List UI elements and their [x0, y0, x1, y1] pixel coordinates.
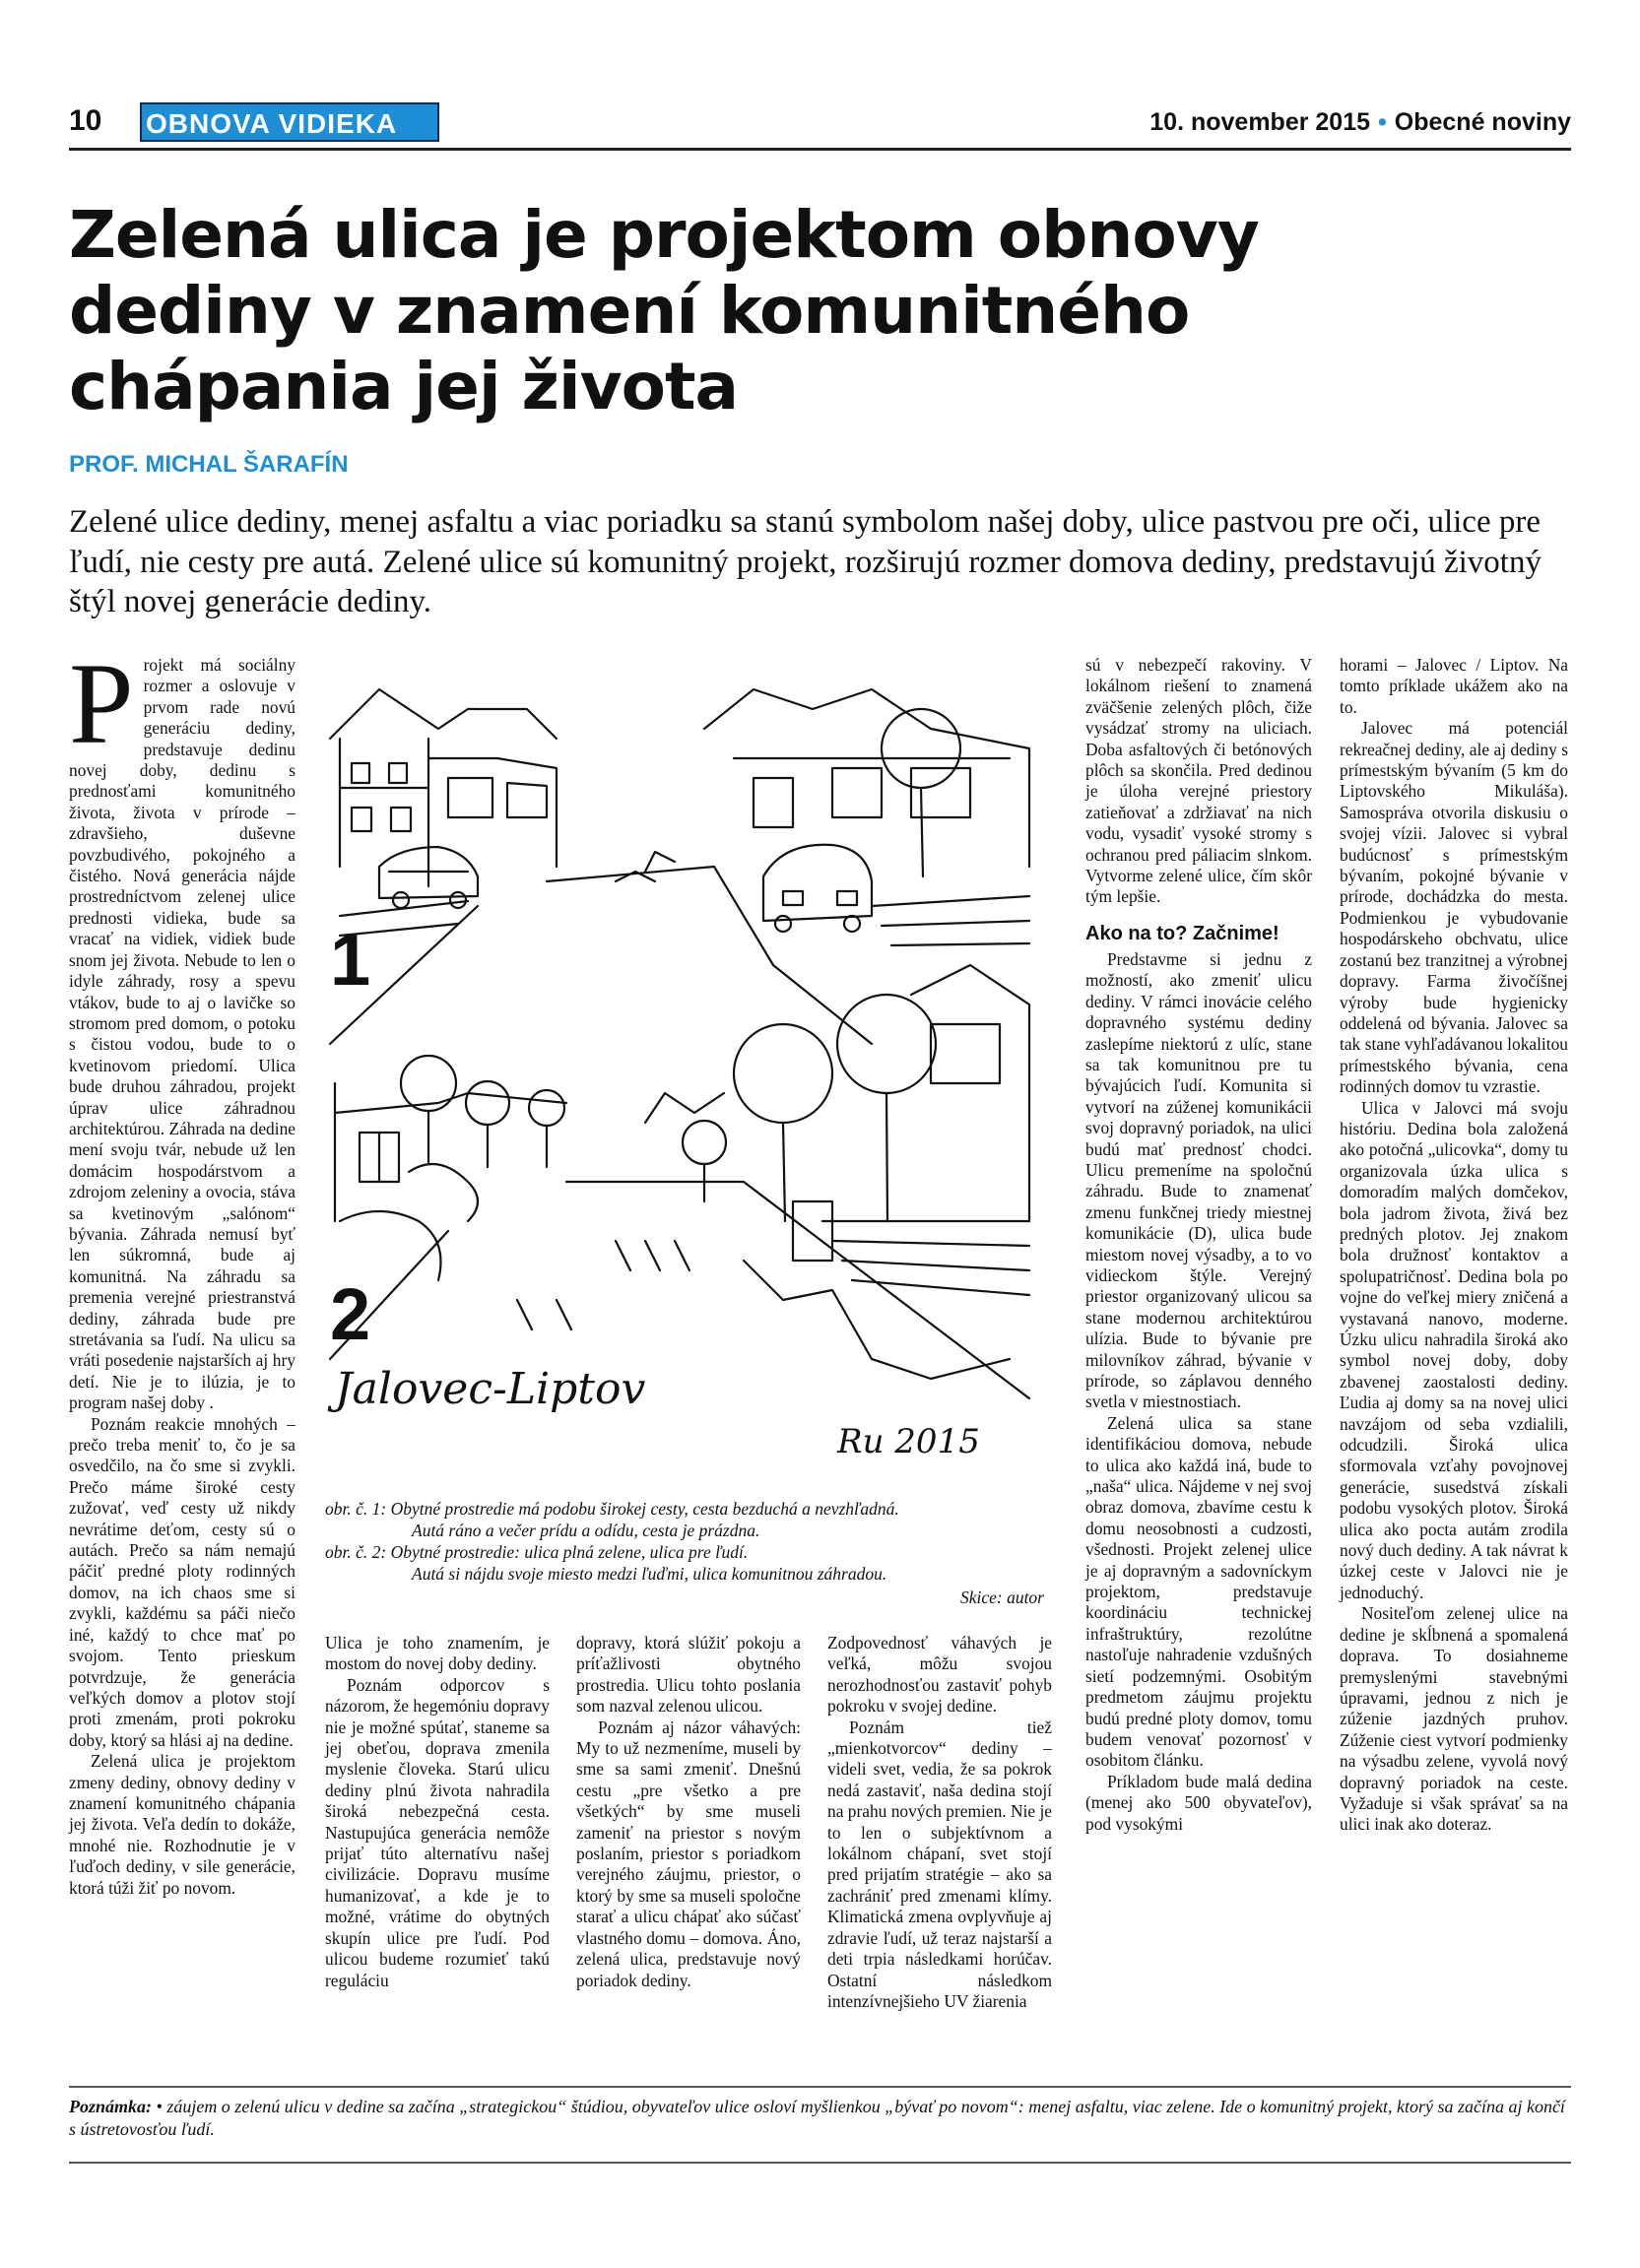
sketch-place-handwriting: Jalovec-Liptov	[335, 1364, 646, 1414]
column-3	[576, 1633, 801, 1991]
paragraph-text: rojekt má sociálny rozmer a oslovuje v prvom rade novú generáciu dediny, predstavuje dedinu novej doby, dedinu s prednosťami komunitného života, života v prírode – zdravšieho, duševne povzbudivého, pokojného a čistého. Nová generácia nájde prostredníctvom zelenej ulice prednosti vidieka, bude sa vracať na vidiek, vidiek bude snom jej života. Nebude to len o idyle záhrady, rosy a spevu vtákov, bude to aj o lavičke so stromom pred domom, o potoku s čistou vodou, bude to o kvetinovom priedomí. Ulica bude druhou záhradou, projekt úprav ulice záhradnou architektúrou. Záhrada na dedine mení svoju tvár, nebude už len domácim hospodárstvom a zdrojom zeleniny a ovocia, stáva sa kvetinovým „salónom“ bývania. Záhrada nemusí byť len súkromná, bude aj komunitná. Na záhradu sa premenia verejné priestranstvá dediny, záhrada bude pre stretávania sa ľudí. Na ulicu sa vráti posedenie najstarších aj hry detí. Nie je to ilúzia, je to program našej doby .	[69, 655, 295, 1413]
paragraph: Poznám aj názor váhavých: My to už nezmeníme, museli by sme sa sami zmeniť. Dnešnú cestu „pre všetko a pre všetkých“ by sme museli zameniť na priestor s novým poslaním, priestor s poriadkom verejného záujmu, priestor, o ktorý by sme sa museli spoločne starať a ulicu chápať ako súčasť vlastného domu – domova. Áno, zelená ulica, predstavuje nový poriadok dediny.	[576, 1717, 801, 1990]
paragraph: Zelená ulica sa stane identifikáciou domova, nebude to ulica ako každá iná, bude to „naša“ ulica. Nájdeme v nej svoj obraz domova, zbavíme cestu k domu neosobnosti a cudzosti, všednosti. Projekt zelenej ulice je aj dopravným a sadovníckym projektom, predstavuje koordináciu technickej infraštruktúry, rezolútne nastoľuje nahradenie vzdušných sietí podzemnými. Osobitým predmetom záujmu projektu budú predné ploty domov, tomu budem venovať pozornosť v osobitom článku.	[1085, 1412, 1312, 1771]
paragraph: Jalovec má potenciál rekreačnej dediny, ale aj dediny s prímestským bývaním (5 km do Liptovského Mikuláša). Samospráva otvorila diskusiu o svojej vízii. Jalovec si vybral budúcnosť s prímestským bývaním, pokojné bývanie v prírode, dochádzka do mesta. Podmienkou je vybudovanie hospodárskeho obchvatu, ulice zostanú bez tranzitnej a výrobnej dopravy. Farma živočíšnej výroby bude hygienicky oddelená od bývania. Jalovec sa tak stane vyhľadávanou lokalitou prímestského bývania, cena rodinných domov tu vzrastie.	[1340, 718, 1568, 1097]
footnote-rule-top	[69, 2086, 1571, 2088]
paragraph: Poznám reakcie mnohých – prečo treba meniť to, čo je sa osvedčilo, na čo sme si zvykli. Prečo máme široké cesty zužovať, veď cesty už nikdy nevrátime deťom, cesty sú o autách. Prečo sa nám nemajú páčiť predné ploty rodinných domov, na ich chaos sme si zvykli, každému sa páči niečo iné, každý to chce mať po svojom. Tento prieskum potvrdzuje, že generácia veľkých domov a plotov stojí proti zmenám, proti pokroku doby, ktorý sa hlási aj na dedine.	[69, 1413, 295, 1750]
figure-caption	[325, 1499, 1044, 1608]
paragraph: Zodpovednosť váhavých je veľká, môžu svojou nerozhodnosťou zastaviť pohyb pokroku v svojej dedine.	[827, 1633, 1052, 1717]
issue-info	[1149, 108, 1571, 137]
page-number: 10	[69, 104, 102, 137]
article-lead: Zelené ulice dediny, menej asfaltu a viac poriadku sa stanú symbolom našej doby, ulice pastvou pre oči, ulice pre ľudí, nie cesty pre autá. Zelené ulice sú komunitný projekt, rozširujú rozmer domova dediny, predstavujú životný štýl novej generácie dediny.	[69, 504, 1542, 620]
caption-line: Autá si nájdu svoje miesto medzi ľuďmi, ulica komunitnou záhradou.	[412, 1563, 887, 1584]
column-5	[1085, 655, 1312, 1835]
footnote-rule-bottom	[69, 2162, 1571, 2164]
paragraph: Ulica je toho znamením, je mostom do novej doby dediny.	[325, 1633, 550, 1674]
caption-line: obr. č. 2: Obytné prostredie: ulica plná zelene, ulica pre ľudí.	[325, 1541, 749, 1562]
subheading: Ako na to? Začnime!	[1085, 922, 1279, 944]
footnote-text: • záujem o zelenú ulicu v dedine sa začína „strategickou“ štúdiou, obyvateľov ulice osloví myšlienkou „bývať po novom“: menej asfaltu, viac zelene. Ide o komunitný projekt, ktorý sa začína aj končí s ústretovosťou ľudí.	[69, 2097, 1565, 2140]
paragraph: horami – Jalovec / Liptov. Na tomto príklade ukážem ako na to.	[1340, 655, 1568, 717]
paragraph	[69, 639, 295, 1414]
header-rule	[69, 148, 1571, 151]
sketch-2-green-street	[327, 965, 1029, 1461]
article-headline: Zelená ulica je projektom obnovy dediny v znamení komunitného chápania jej života	[69, 197, 1259, 425]
column-4	[827, 1633, 1052, 2012]
street-sketch-illustration	[320, 670, 1049, 1467]
section-label: OBNOVA VIDIEKA	[140, 102, 439, 142]
footnote	[69, 2096, 1571, 2142]
article-author: PROF. MICHAL ŠARAFÍN	[69, 451, 349, 478]
paragraph: Zelená ulica je projektom zmeny dediny, obnovy dediny v znamení komunitného chápania jej života. Veľa dedín to dokáže, mnohé nie. Rozhodnutie je v ľuďoch dediny, v sile generácie, ktorá túži žiť po novom.	[69, 1751, 295, 1898]
publication-name: Obecné noviny	[1394, 108, 1571, 136]
paragraph: Poznám odporcov s názorom, že hegemóniu dopravy nie je možné spútať, staneme sa jej obeťou, doprava zmenila myslenie človeka. Starú ulicu dediny plnú života nahradila široká nebezpečná cesta. Nastupujúca generácia nemôže prijať túto alternatívu našej civilizácie. Dopravu musíme humanizovať, a kde je to možné, vrátime do obytných skupín ulice pre ľudí. Pod ulicou budeme rozumieť takú reguláciu	[325, 1674, 550, 1990]
paragraph: Predstavme si jednu z možností, ako zmeniť ulicu dediny. V rámci inovácie celého dopravného systému dediny zaslepíme niektorú z ulíc, stane sa tak komunitnou pre tu bývajúcich ľudí. Komunita si vytvorí na zúženej komunikácii svoj dopravný poriadok, na ulici budú mať prednosť chodci. Ulicu premeníme na spoločnú záhradu. Bude to znamenať zmenu funkčnej triedy miestnej komunikácie (D), ulica bude miestom novej výsadby, a to vo vidieckom štýle. Verejný priestor organizovaný ulicou sa stane modernou architektúrou ulízia. Bude to bývanie pre milovníkov záhrad, bývanie v prírode, so záplavou denného svetla v miestnostiach.	[1085, 948, 1312, 1412]
paragraph: dopravy, ktorá slúžiť pokoju a príťažlivosti obytného prostredia. Ulicu tohto poslania som nazval zelenou ulicou.	[576, 1633, 801, 1717]
paragraph: Príkladom bude malá dedina (menej ako 500 obyvateľov), pod vysokými	[1085, 1771, 1312, 1834]
paragraph: sú v nebezpečí rakoviny. V lokálnom riešení to znamená zväčšenie zelených plôch, čiže vysádzať stromy na uliciach. Doba asfaltových či betónových plôch sa skončila. Pred dedinou je úloha verejné priestory zatieňovať a zdržiavať na nich vodu, vysadiť vysoké stromy s ochranou pred páliacim slnkom. Vytvorme zelené ulice, čím skôr tým lepšie.	[1085, 655, 1312, 907]
issue-date: 10. november 2015	[1149, 108, 1371, 136]
caption-line: Autá ráno a večer prídu a odídu, cesta je prázdna.	[412, 1520, 760, 1540]
sketch-label-1: 1	[330, 919, 371, 1001]
caption-line: obr. č. 1: Obytné prostredie má podobu širokej cesty, cesta bezduchá a nevzhľadná.	[325, 1499, 899, 1519]
paragraph: Poznám tiež „mienkotvorcov“ dediny – videli svet, vedia, že sa pokrok nedá zastaviť, naša dedina stojí na prahu nových premien. Nie je to len o subjektívnom a lokálnom chápaní, svet stojí pred prijatím stratégie – ako sa zachrániť pred zmenami klímy. Klimatická zmena ovplyvňuje aj zdravie ľudí, už teraz najstarší a deti trpia následkami horúčav. Ostatní následkom intenzívnejšieho UV žiarenia	[827, 1717, 1052, 2011]
column-1	[69, 639, 295, 1899]
image-credit: Skice: autor	[959, 1587, 1044, 1607]
column-2	[325, 1633, 550, 1991]
sketch-signature: Ru 2015	[837, 1422, 980, 1461]
paragraph: Nositeľom zelenej ulice na dedine je skĺbnená a spomalená doprava. To dosiahneme premyslenými stavebnými úpravami, jednou z nich je zúženie jazdných pruhov. Zúženie ciest vytvorí podmienky na výsadbu zelene, vyvolá nový dopravný poriadok na ceste. Vyžaduje si však správať sa na ulici inak ako doteraz.	[1340, 1603, 1568, 1835]
sketch-label-2: 2	[330, 1273, 371, 1355]
drop-cap: P	[69, 639, 134, 768]
footnote-label: Poznámka:	[69, 2097, 153, 2116]
paragraph: Ulica v Jalovci má svoju históriu. Dedina bola založená ako potočná „ulicovka“, domy tu organizovala úzka ulica s domoradím malých domčekov, bola jadrom života, živá bez predných plotov. Jej znakom bola družnosť kontaktov a spolupatričnosť. Dedina bola po vojne do veľkej miery zničená a vystavaná nanovo, moderne. Úzku ulicu nahradila široká ako symbol novej doby, doby zbavenej zaostalosti dediny. Ľudia aj domy sa na novej ulici navzájom od seba vzdialili, odcudzili. Široká ulica sformovala vzťahy povojnovej generácie, susedstvá získali podobu vysokých plotov. Široká ulica ako pocta autám zrodila nový duch dediny. A tak návrat k úzkej ceste v Jalovci nie je jednoduchý.	[1340, 1097, 1568, 1602]
sketch-1-wide-road	[330, 689, 1029, 1044]
separator-dot: •	[1378, 108, 1387, 136]
column-6	[1340, 655, 1568, 1836]
